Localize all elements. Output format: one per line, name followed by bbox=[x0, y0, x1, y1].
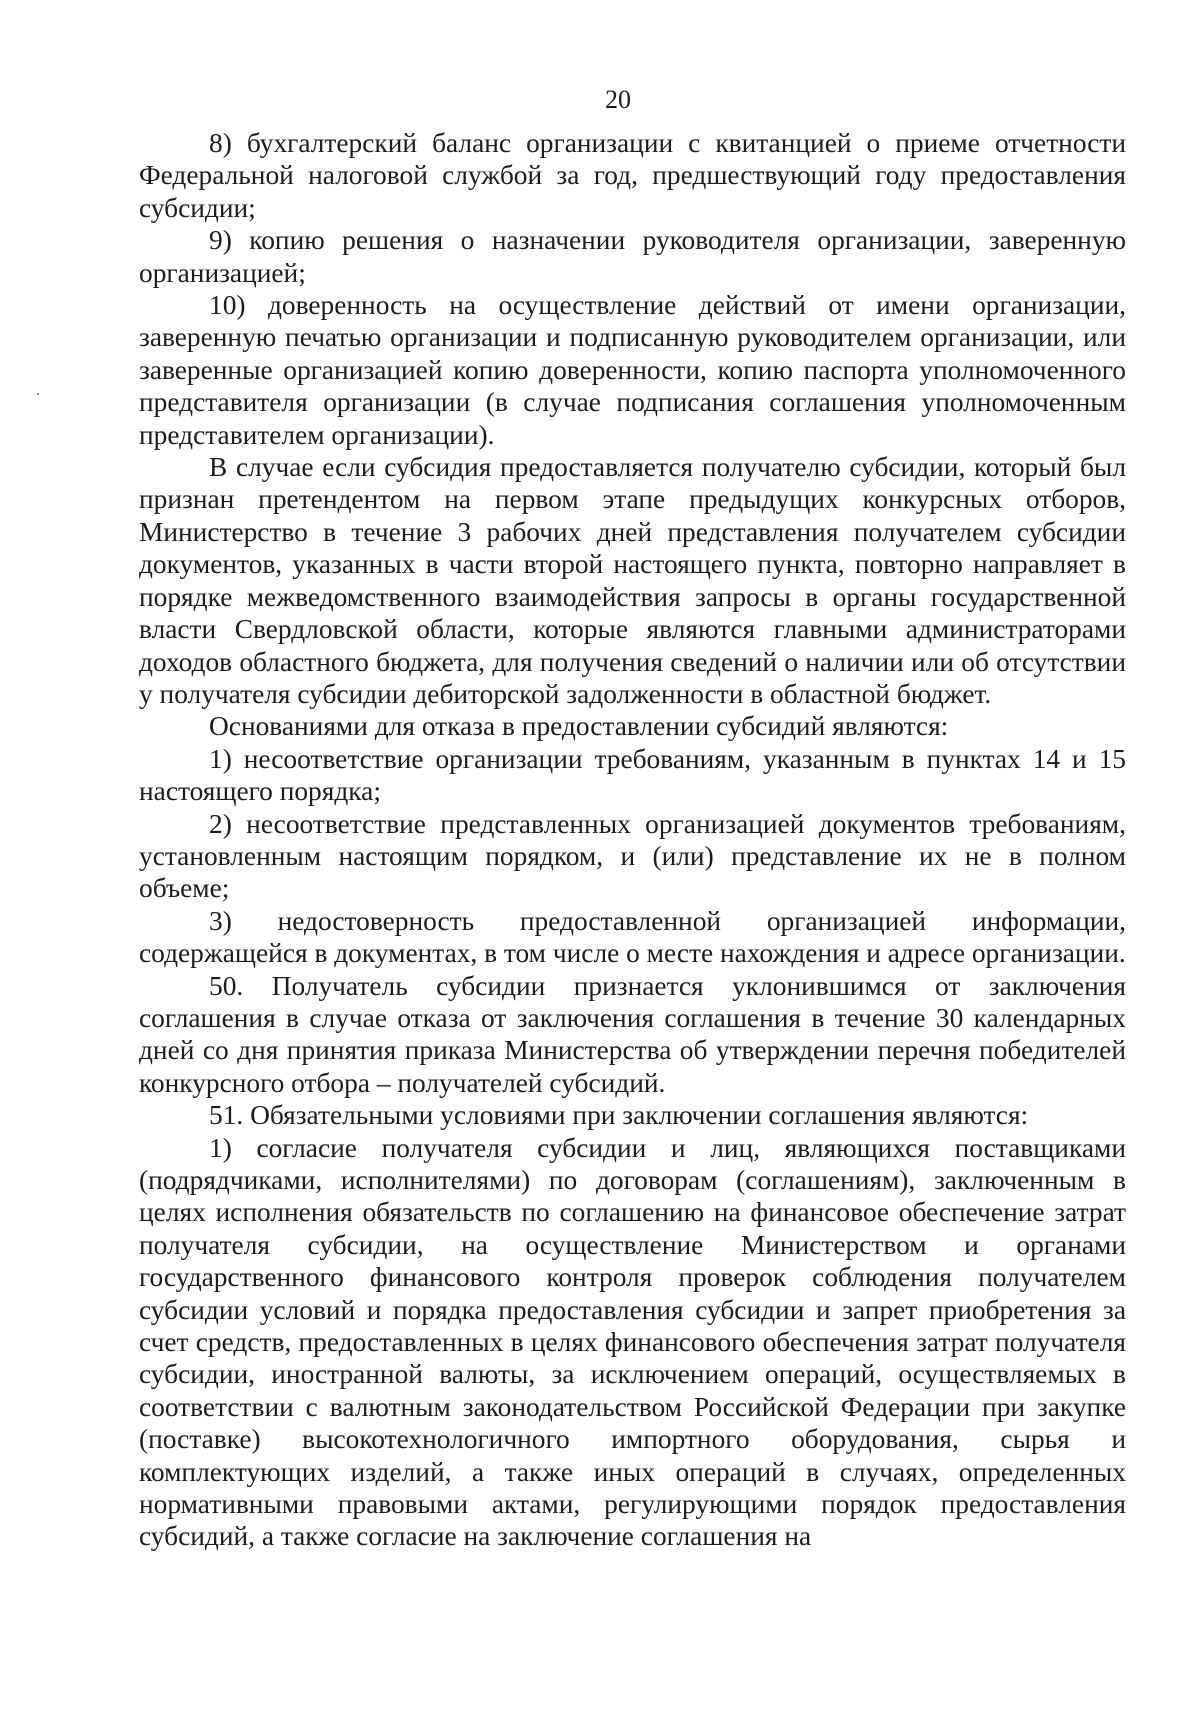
paragraph-item-10: 10) доверенность на осуществление действий от имени организации, заверенную печатью организации и подписанную руководителем организации, или заверенные организацией копию доверенности, копию паспорта уполномоченного представителя организации (в случае подписания соглашения уполномоченным представителем организации). bbox=[139, 290, 1126, 450]
paragraph-item-8: 8) бухгалтерский баланс организации с квитанцией о приеме отчетности Федеральной налоговой службой за год, предшествующий году предоставления субсидии; bbox=[139, 128, 1126, 223]
page-number: 20 bbox=[605, 85, 631, 114]
document-body bbox=[139, 127, 1126, 1553]
scan-speck bbox=[37, 393, 39, 395]
paragraph-clause-51: 51. Обязательными условиями при заключении соглашения являются: bbox=[209, 1100, 1029, 1131]
paragraph-refusal-2: 2) несоответствие представленных организацией документов требованиям, установленным настоящим порядком, и (или) представление их не в полном объеме; bbox=[139, 808, 1126, 904]
paragraph-clause-50: 50. Получатель субсидии признается уклонившимся от заключения соглашения в случае отказа от заключения соглашения в течение 30 календарных дней со дня принятия приказа Министерства об утверждении перечня победителей конкурсного отбора – получателей субсидий. bbox=[139, 970, 1126, 1098]
paragraph-refusal-3: 3) недостоверность предоставленной организацией информации, содержащейся в документах, в том числе о месте нахождения и адресе организации. bbox=[139, 905, 1126, 969]
paragraph-refusal-grounds: Основаниями для отказа в предоставлении субсидий являются: bbox=[209, 711, 949, 742]
paragraph-repeat-request: В случае если субсидия предоставляется получателю субсидии, который был признан претендентом на первом этапе предыдущих конкурсных отборов, Министерство в течение 3 рабочих дней представления получателем субсидии документов, указанных в части второй настоящего пункта, повторно направляет в порядке межведомственного взаимодействия запросы в органы государственной власти Свердловской области, которые являются главными администраторами доходов областного бюджета, для получения сведений о наличии или об отсутствии у получателя субсидии дебиторской задолженности в областной бюджет. bbox=[139, 452, 1126, 709]
paragraph-item-9: 9) копию решения о назначении руководителя организации, заверенную организацией; bbox=[139, 225, 1126, 288]
paragraph-clause-51-item-1: 1) согласие получателя субсидии и лиц, являющихся поставщиками (подрядчиками, исполнителями) по договорам (соглашениям), заключенным в целях исполнения обязательств по соглашению на финансовое обеспечение затрат получателя субсидии, на осуществление Министерством и органами государственного финансового контроля проверок соблюдения получателем субсидии условий и порядка предоставления субсидии и запрет приобретения за счет средств, предоставленных в целях финансового обеспечения затрат получателя субсидии, иностранной валюты, за исключением операций, осуществляемых в соответствии с валютным законодательством Российской Федерации при закупке (поставке) высокотехнологичного импортного оборудования, сырья и комплектующих изделий, а также иных операций в случаях, определенных нормативными правовыми актами, регулирующими порядок предоставления субсидий, а также согласие на заключение соглашения на bbox=[139, 1132, 1126, 1552]
paragraph-refusal-1: 1) несоответствие организации требованиям, указанным в пунктах 14 и 15 настоящего порядка; bbox=[139, 743, 1126, 807]
